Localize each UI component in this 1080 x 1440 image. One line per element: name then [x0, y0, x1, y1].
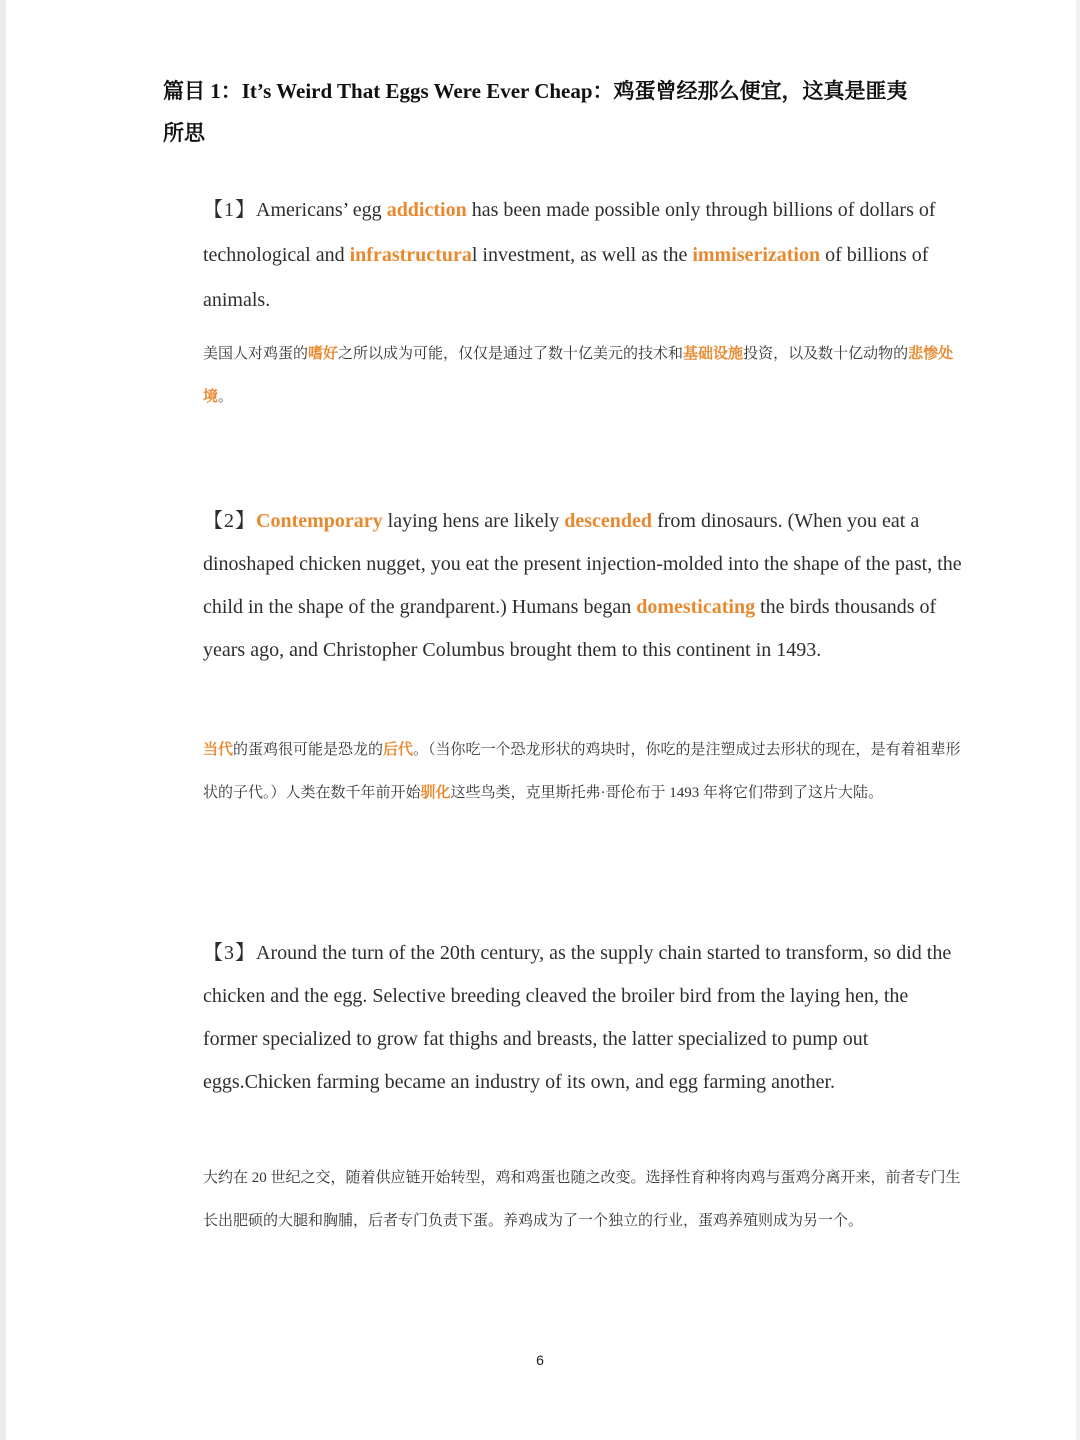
- text-segment: Around the turn of the 20th century, as the supply chain started to transform, so did the chicken and the egg. Selective breeding cleaved the broiler bird from the laying hen, the former specialized to grow fat thighs and breasts, the latter specialized to pump out eggs.Chicken farming became an industry of its own, and egg farming another.: [203, 942, 952, 1093]
- text-segment: 大约在 20 世纪之交，随着供应链开始转型，鸡和鸡蛋也随之改变。选择性育种将肉鸡与蛋鸡分离开来，前者专门生长出肥硕的大腿和胸脯，后者专门负责下蛋。养鸡成为了一个独立的行业，蛋鸡养殖则成为另一个。: [203, 1170, 961, 1229]
- text-segment: 这些鸟类，克里斯托弗·哥伦布于 1493 年将它们带到了这片大陆。: [450, 785, 884, 801]
- paragraph-2-english: [163, 500, 963, 672]
- text-segment: Americans’ egg: [256, 199, 387, 221]
- page-left-edge: [0, 0, 6, 1440]
- text-segment: 的蛋鸡很可能是恐龙的: [233, 742, 384, 758]
- vocab-highlight-descended: descended: [564, 510, 653, 532]
- vocab-highlight-zh: 基础设施: [683, 346, 744, 362]
- text-segment: 投资，以及数十亿动物的: [743, 346, 909, 362]
- vocab-highlight-contemporary: Contemporary: [256, 510, 383, 532]
- text-segment: laying hens are likely: [382, 510, 565, 532]
- paragraph-2-number: 【2】: [203, 510, 256, 532]
- vocab-highlight-zh: 后代: [383, 742, 414, 758]
- text-segment: l investment, as well as the: [471, 244, 693, 266]
- text-segment: of billions of animals.: [203, 244, 929, 311]
- vocab-highlight-infrastructural: infrastructura: [349, 244, 472, 266]
- vocab-highlight-zh: 嗜好: [308, 346, 339, 362]
- paragraph-2-chinese: [163, 729, 963, 815]
- paragraph-3-chinese: [163, 1157, 963, 1243]
- text-segment: the birds thousands of years ago, and Christopher Columbus brought them to this continent in 1493.: [203, 596, 937, 661]
- vocab-highlight-zh: 悲惨处境: [203, 346, 954, 405]
- vocab-highlight-zh: 当代: [203, 742, 234, 758]
- text-segment: has been made possible only through billions of dollars of technological and: [203, 199, 936, 266]
- text-segment: 。（当你吃一个恐龙形状的鸡块时，你吃的是注塑成过去形状的现在，是有着祖辈形状的子代。）人类在数千年前开始: [203, 742, 961, 801]
- vocab-highlight-zh: 驯化: [420, 785, 451, 801]
- paragraph-1-english: [163, 188, 963, 323]
- page-right-edge: [1076, 0, 1080, 1440]
- vocab-highlight-domesticating: domesticating: [636, 596, 756, 618]
- vocab-highlight-addiction: addiction: [386, 199, 467, 221]
- paragraph-1-number: 【1】: [203, 199, 256, 221]
- page-number: 6: [536, 1352, 544, 1368]
- paragraph-3-english: [163, 932, 963, 1104]
- vocab-highlight-immiserization: immiserization: [692, 244, 821, 266]
- article-title: 篇目 1：It’s Weird That Eggs Were Ever Cheap：鸡蛋曾经那么便宜，这真是匪夷所思: [163, 79, 908, 145]
- paragraph-3-number: 【3】: [203, 942, 256, 964]
- text-segment: 美国人对鸡蛋的: [203, 346, 309, 362]
- text-segment: 之所以成为可能，仅仅是通过了数十亿美元的技术和: [338, 346, 684, 362]
- text-segment: from dinosaurs. (When you eat a dinoshaped chicken nugget, you eat the present injection-molded into the shape of the past, the child in the shape of the grandparent.) Humans began: [203, 510, 962, 618]
- text-segment: 。: [218, 389, 234, 405]
- paragraph-1-chinese: [163, 333, 963, 419]
